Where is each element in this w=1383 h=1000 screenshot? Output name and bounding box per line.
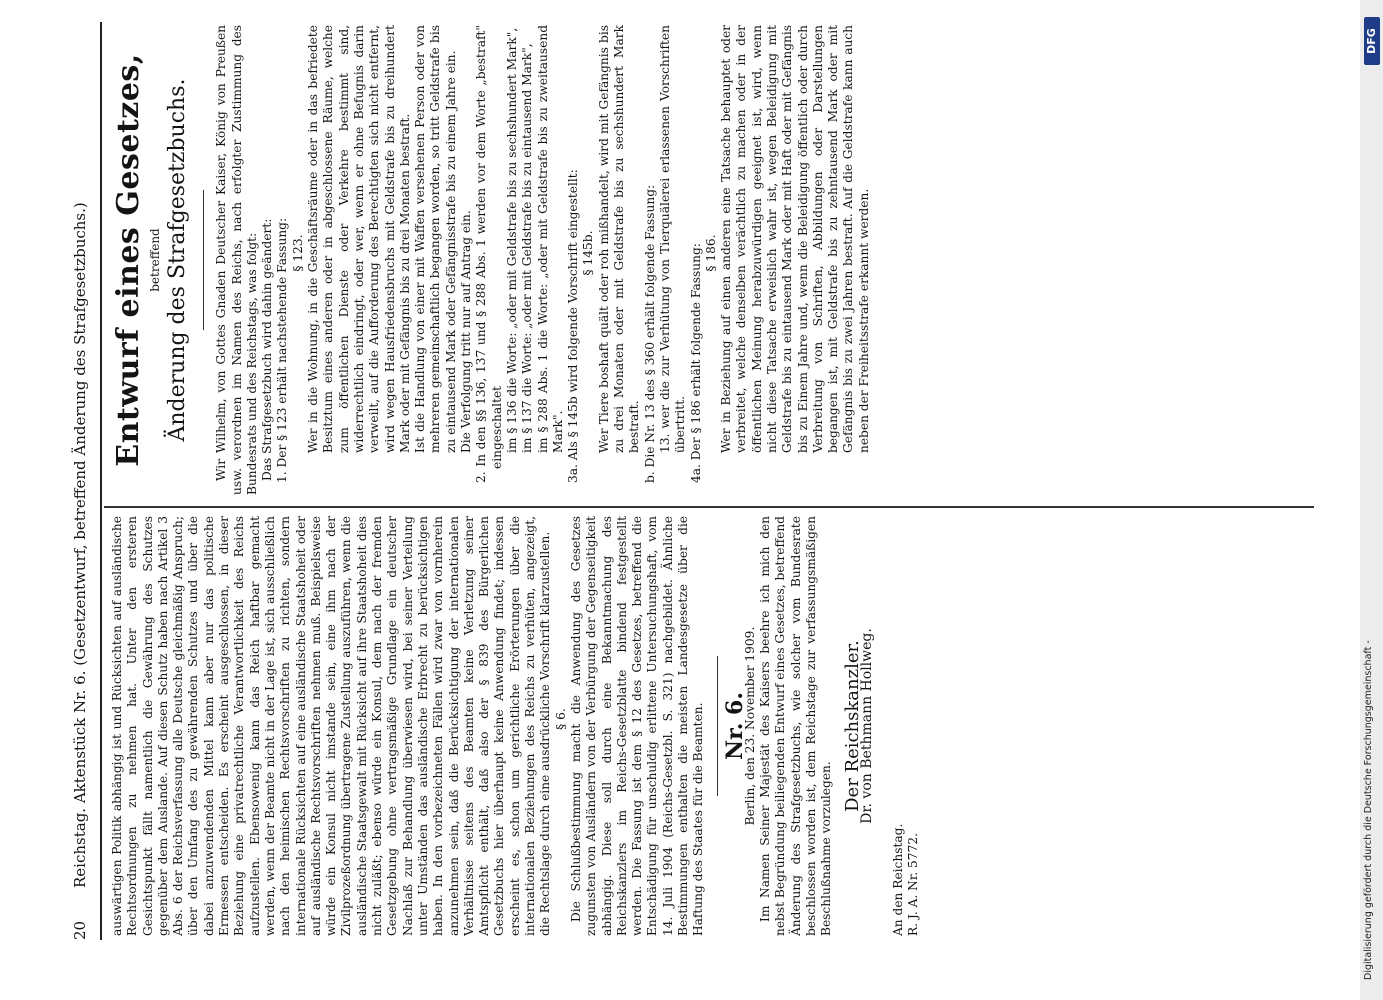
header-rule <box>100 22 102 940</box>
title-separator <box>203 190 204 330</box>
bill-subtitle-small: betreffend <box>148 228 162 292</box>
reference-number: R. J. A. Nr. 5772. <box>906 833 921 936</box>
page-header <box>70 25 94 940</box>
intro-text: Das Strafgesetzbuch wird dahin geändert: <box>260 218 275 481</box>
left-column <box>110 516 921 936</box>
signature-title: Der Reichskanzler. <box>841 640 863 812</box>
place-date: Berlin, den 23. November 1909. <box>742 626 757 826</box>
item-b: b. Die Nr. 13 des § 360 erhält folgende Fassung: <box>642 184 657 483</box>
section-186-para: Wer in Beziehung auf einen anderen eine Tatsache behauptet oder verbreitet, welche denselben verächtlich zu machen oder in der öffentlichen Meinung herabzuwürdigen geeignet ist, wird, wenn nicht diese Tatsache erweislich wahr ist, wegen Beleidigung mit Geldstrafe bis zu eintausend Mark oder mit Haft oder mit Gefängnis bis zu Einem Jahre und, wenn die Beleidigung öffentlich oder durch Verbreitung von Schriften, Abbildungen oder Darstellungen begangen ist, mit Geldstrafe bis zu zehntausend Mark oder mit Gefängnis bis zu zwei Jahren bestraft. Auf die Geldstrafe kann auch neben der Freiheitsstrafe erkannt werden. <box>719 25 871 453</box>
section-186-heading: § 186. <box>703 234 718 272</box>
item-2: 2. In den §§ 136, 137 und § 288 Abs. 1 werden vor dem Worte „bestraft" eingeschaltet <box>474 25 504 483</box>
cover-letter: Im Namen Seiner Majestät des Kaisers beehre ich mich den nebst Begründung beiliegenden Entwurf eines Gesetzes, betreffend Änderung des Strafgesetzbuchs, wie solcher vom Bundesrate beschlossen worden ist, dem Reichstage zur verfassungsmäßigen Beschlußnahme vorzulegen. <box>758 516 834 936</box>
left-paragraph-2: Die Schlußbestimmung macht die Anwendung des Gesetzes zugunsten von Ausländern von der Verbürgung der Gegenseitigkeit abhängig. Diese soll durch eine Bekanntmachung des Reichskanzlers im Reichs-Gesetzblatte bindend festgestellt werden. Die Fassung ist dem § 12 des Gesetzes, betreffend die Entschädigung für unschuldig erlittene Untersuchungshaft, vom 14. Juli 1904 (Reichs-Gesetzbl. S. 321) nachgebildet. Ähnliche Bestimmungen enthalten die meisten Landesgesetze über die Haftung des Staates für die Beamten. <box>568 516 706 936</box>
addressee: An den Reichstag. <box>891 823 906 936</box>
item-3a: 3a. Als § 145b wird folgende Vorschrift eingestellt: <box>566 169 581 483</box>
section-123-heading: § 123. <box>290 234 305 272</box>
right-column <box>110 25 872 495</box>
item-1: 1. Der § 123 erhält nachstehende Fassung: <box>275 217 290 483</box>
section-145b-heading: § 145b. <box>581 230 596 276</box>
section-145b-para: Wer Tiere boshaft quält oder roh mißhandelt, wird mit Gefängnis bis zu drei Monaten oder mit Geldstrafe bis zu sechshundert Mark bestraft. <box>596 25 642 453</box>
item-4a: 4a. Der § 186 erhält folgende Fassung: <box>688 243 703 483</box>
section-123-para-3: Die Verfolgung tritt nur auf Antrag ein. <box>459 210 474 453</box>
column-divider <box>104 507 1314 509</box>
bill-title: Entwurf eines Gesetzes, <box>111 53 146 467</box>
page-number: 20 <box>71 920 89 940</box>
section-6-heading: § 6. <box>553 708 568 730</box>
left-paragraph-1: auswärtigen Politik abhängig ist und Rücksichten auf ausländische Rechtsordnungen zu nehmen hat. Unter den ersteren Gesichtspunkt fällt namentlich die Gewährung des Schutzes gegenüber dem Auslande. Auf diesen Schutz haben nach Artikel 3 Abs. 6 der Reichsverfassung alle Deutsche gleichmäßig Anspruch; über den Umfang des zu gewährenden Schutzes und über die dabei anzuwendenden Mittel kann aber nur das politische Ermessen entscheiden. Es erscheint ausgeschlossen, in dieser Beziehung eine privatrechtliche Verantwortlichkeit des Reichs aufzustellen. Ebensowenig kann das Reich haftbar gemacht werden, wenn der Beamte nicht in der Lage ist, sich ausschließlich nach den heimischen Rechtsvorschriften zu richten, sondern internationale Rücksichten auf eine ausländische Staatshoheit oder auf ausländische Rechtsvorschriften nehmen muß. Beispielsweise würde ein Konsul nicht imstande sein, eine ihm nach der Zivilprozeßordnung übertragene Zustellung auszuführen, wenn die ausländische Staatsgewalt mit Rücksicht auf ihre Staatshoheit dies nicht zuläßt; ebenso würde ein Konsul, dem nach der fremden Gesetzgebung ohne vertragsmäßige Grundlage ein deutscher Nachlaß zur Behandlung überwiesen wird, bei seiner Verteilung unter Umständen das ausländische Erbrecht zu berücksichtigen haben. In den vorbezeichneten Fällen wird zwar von vornherein anzunehmen sein, daß die Berücksichtigung der internationalen Verhältnisse seitens des Beamten keine Verletzung seiner Amtspflicht enthält, daß also der § 839 des Bürgerlichen Gesetzbuchs hier überhaupt keine Anwendung findet; indessen erscheint es, schon um gerichtliche Erörterungen über die internationalen Beziehungen des Reichs zu verhüten, angezeigt, die Rechtslage durch eine ausdrückliche Vorschrift klarzustellen. <box>110 516 553 936</box>
signature-name: Dr. von Bethmann Hollweg. <box>858 628 875 824</box>
separator-rule <box>717 656 718 796</box>
item-b-13: 13. wer die zur Verhütung von Tierquälerei erlassenen Vorschriften übertritt. <box>657 25 688 453</box>
preamble: Wir Wilhelm, von Gottes Gnaden Deutscher Kaiser, König von Preußen usw. verordnen im Namen des Reichs, nach erfolgter Zustimmung des Bundesrats und des Reichstags, was folgt: <box>214 25 259 495</box>
running-title: Reichstag. Aktenstück Nr. 6. (Gesetzentwurf, betreffend Änderung des Strafgesetzbuchs.) <box>71 202 89 888</box>
item-2c: im § 288 Abs. 1 die Worte: „oder mit Geldstrafe bis zu zweitausend Mark". <box>535 25 565 453</box>
addressee-block <box>891 516 921 936</box>
bill-subtitle: Änderung des Strafgesetzbuchs. <box>165 78 191 442</box>
item-2b: im § 137 die Worte: „oder mit Geldstrafe bis zu eintausend Mark", <box>520 43 535 453</box>
section-123-para-1: Wer in die Wohnung, in die Geschäftsräume oder in das befriedete Besitztum eines anderen oder in abgeschlossene Räume, welche zum öffentlichen Dienste oder Verkehre bestimmt sind, widerrechtlich eindringt, oder wer, wenn er ohne Befugnis darin verweilt, auf die Aufforderung des Berechtigten sich nicht entfernt, wird wegen Hausfriedensbruchs mit Geldstrafe bis zu dreihundert Mark oder mit Gefängnis bis zu drei Monaten bestraft. <box>306 25 412 453</box>
item-2a: im § 136 die Worte: „oder mit Geldstrafe bis zu sechshundert Mark", <box>504 27 519 453</box>
dfg-logo: DFG <box>1364 17 1380 65</box>
section-123-para-2: Ist die Handlung von einer mit Waffen versehenen Person oder von mehreren gemeinschaftlich begangen worden, so tritt Geldstrafe bis zu eintausend Mark oder Gefängnisstrafe bis zu einem Jahre ein. <box>413 25 458 453</box>
digitization-note: Digitalisierung gefördert durch die Deutsche Forschungsgemeinschaft - <box>1363 640 1374 980</box>
document-number: Nr. 6. <box>721 692 748 760</box>
